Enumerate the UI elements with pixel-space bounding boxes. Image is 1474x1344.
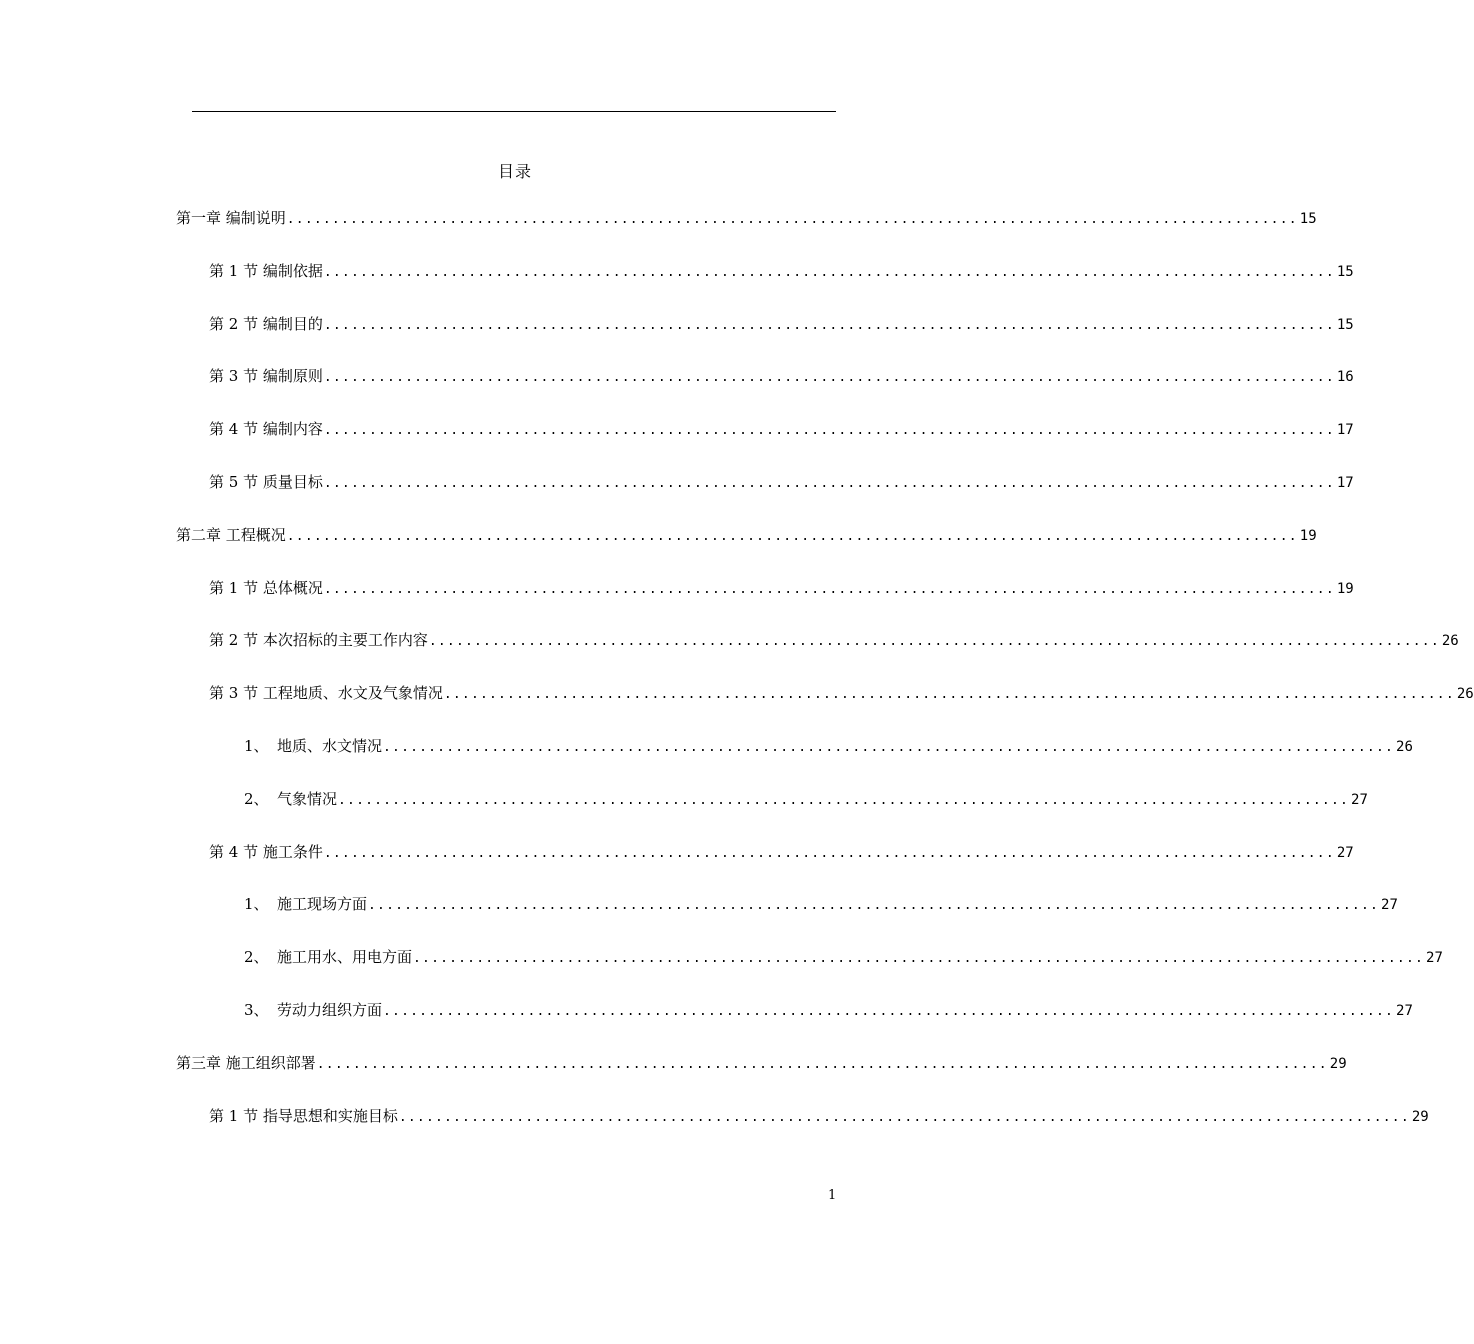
toc-item-number: 2、 bbox=[244, 948, 269, 966]
dot-leader: ................................................................................................................ bbox=[383, 1004, 1395, 1019]
toc-section-1-3[interactable] bbox=[209, 365, 1354, 395]
toc-entry-page: 27 bbox=[1381, 897, 1398, 913]
toc-entry-page: 16 bbox=[1336, 369, 1354, 385]
toc-entry-page: 26 bbox=[1441, 633, 1459, 649]
dot-leader: ................................................................................................................ bbox=[323, 582, 1335, 597]
toc-section-1-1[interactable] bbox=[209, 260, 1354, 290]
dot-leader: ................................................................................................................ bbox=[398, 1110, 1410, 1125]
dot-leader: ................................................................................................................ bbox=[323, 423, 1335, 438]
toc-entry-label: 第二章 工程概况 bbox=[176, 526, 286, 544]
toc-section-2-4[interactable] bbox=[209, 841, 1354, 871]
toc-item-number: 1、 bbox=[244, 737, 269, 755]
toc-entry-page: 15 bbox=[1336, 317, 1354, 333]
toc-item-number: 1、 bbox=[244, 895, 269, 913]
toc-entry-page: 19 bbox=[1299, 528, 1317, 544]
dot-leader: ................................................................................................................ bbox=[368, 898, 1380, 913]
toc-chapter-1[interactable] bbox=[176, 207, 1317, 237]
dot-leader: ................................................................................................................ bbox=[413, 951, 1425, 966]
toc-entry-label: 第三章 施工组织部署 bbox=[176, 1054, 316, 1072]
toc-entry-page: 15 bbox=[1336, 264, 1354, 280]
toc-entry-label: 第 4 节 编制内容 bbox=[209, 420, 323, 438]
dot-leader: ................................................................................................................ bbox=[323, 476, 1335, 491]
toc-section-2-2[interactable] bbox=[209, 629, 1459, 659]
header-rule bbox=[192, 111, 836, 112]
dot-leader: ................................................................................................................ bbox=[316, 1057, 1328, 1072]
toc-item-text: 劳动力组织方面 bbox=[277, 1001, 383, 1019]
toc-chapter-2[interactable] bbox=[176, 524, 1317, 554]
dot-leader: ................................................................................................................ bbox=[286, 212, 1298, 227]
toc-entry-page: 19 bbox=[1336, 581, 1354, 597]
dot-leader: ................................................................................................................ bbox=[323, 265, 1335, 280]
toc-entry-label: 第 4 节 施工条件 bbox=[209, 843, 323, 861]
toc-entry-label bbox=[244, 999, 382, 1020]
toc-section-1-2[interactable] bbox=[209, 313, 1354, 343]
toc-item-text: 施工现场方面 bbox=[277, 895, 368, 913]
toc-entry-page: 17 bbox=[1336, 422, 1354, 438]
page-number: 1 bbox=[828, 1188, 837, 1203]
toc-entry-page: 15 bbox=[1299, 211, 1317, 227]
toc-entry-label: 第 1 节 总体概况 bbox=[209, 579, 323, 597]
toc-item-2-3-1[interactable] bbox=[244, 735, 1413, 765]
toc-item-2-4-3[interactable] bbox=[244, 999, 1413, 1029]
toc-entry-page: 26 bbox=[1396, 739, 1413, 755]
toc-section-2-3[interactable] bbox=[209, 682, 1474, 712]
toc-entry-page: 29 bbox=[1411, 1109, 1429, 1125]
toc-item-2-4-1[interactable] bbox=[244, 893, 1398, 923]
dot-leader: ................................................................................................................ bbox=[383, 740, 1395, 755]
dot-leader: ................................................................................................................ bbox=[338, 793, 1350, 808]
toc-entry-label: 第 5 节 质量目标 bbox=[209, 473, 323, 491]
dot-leader: ................................................................................................................ bbox=[323, 318, 1335, 333]
toc-entry-label: 第 3 节 工程地质、水文及气象情况 bbox=[209, 684, 443, 702]
toc-section-1-4[interactable] bbox=[209, 418, 1354, 448]
toc-entry-label: 第 1 节 编制依据 bbox=[209, 262, 323, 280]
toc-title: 目录 bbox=[497, 162, 532, 181]
dot-leader: ................................................................................................................ bbox=[323, 370, 1335, 385]
toc-entry-page: 26 bbox=[1456, 686, 1474, 702]
dot-leader: ................................................................................................................ bbox=[443, 687, 1455, 702]
toc-section-2-1[interactable] bbox=[209, 577, 1354, 607]
toc-section-3-1[interactable] bbox=[209, 1105, 1429, 1135]
toc-entry-page: 27 bbox=[1396, 1003, 1413, 1019]
toc-item-text: 气象情况 bbox=[277, 790, 338, 808]
toc-entry-label bbox=[244, 946, 412, 967]
toc-entry-page: 27 bbox=[1351, 792, 1368, 808]
toc-item-number: 3、 bbox=[244, 1001, 269, 1019]
toc-entry-label bbox=[244, 893, 367, 914]
toc-entry-label bbox=[244, 788, 337, 809]
toc-entry-page: 27 bbox=[1426, 950, 1443, 966]
toc-item-text: 施工用水、用电方面 bbox=[277, 948, 413, 966]
toc-entry-page: 29 bbox=[1329, 1056, 1347, 1072]
toc-item-text: 地质、水文情况 bbox=[277, 737, 383, 755]
toc-entry-label: 第一章 编制说明 bbox=[176, 209, 286, 227]
toc-chapter-3[interactable] bbox=[176, 1052, 1347, 1082]
dot-leader: ................................................................................................................ bbox=[428, 634, 1440, 649]
toc-section-1-5[interactable] bbox=[209, 471, 1354, 501]
toc-item-number: 2、 bbox=[244, 790, 269, 808]
toc-entry-page: 17 bbox=[1336, 475, 1354, 491]
toc-entry-page: 27 bbox=[1336, 845, 1354, 861]
toc-entry-label: 第 1 节 指导思想和实施目标 bbox=[209, 1107, 398, 1125]
toc-entry-label: 第 2 节 编制目的 bbox=[209, 315, 323, 333]
toc-entry-label bbox=[244, 735, 382, 756]
dot-leader: ................................................................................................................ bbox=[323, 846, 1335, 861]
toc-entry-label: 第 2 节 本次招标的主要工作内容 bbox=[209, 631, 428, 649]
toc-item-2-4-2[interactable] bbox=[244, 946, 1443, 976]
dot-leader: ................................................................................................................ bbox=[286, 529, 1298, 544]
toc-entry-label: 第 3 节 编制原则 bbox=[209, 367, 323, 385]
toc-item-2-3-2[interactable] bbox=[244, 788, 1368, 818]
